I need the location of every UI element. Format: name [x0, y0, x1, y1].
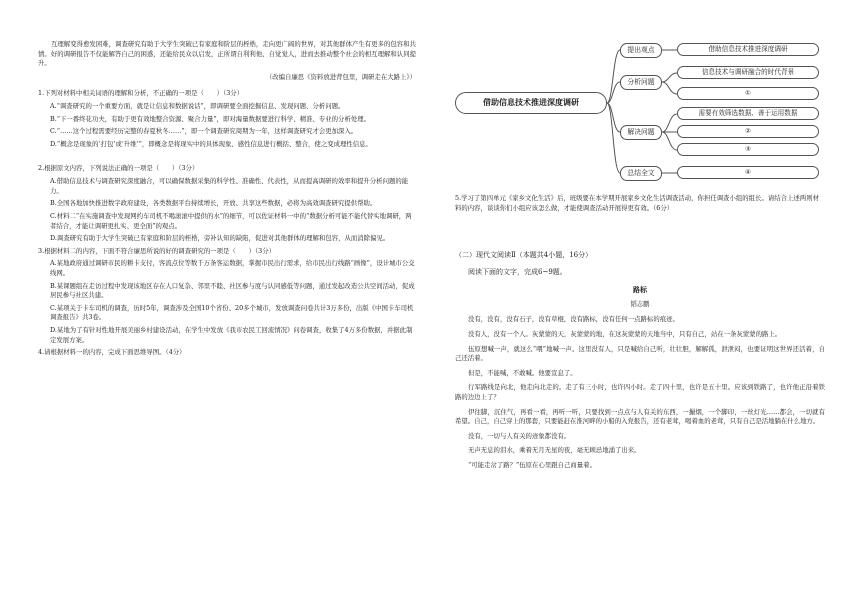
branch-solve-problem: 解决问题 — [620, 125, 662, 140]
story-paragraph: 行军路线是向北，他走向北走的。走了有三小时，也许四小时。走了四十里，也许是五十里。应该到铁路了，也许他正沿着铁路的边边上了？ — [455, 383, 825, 401]
source-citation: （改编自廉思《资料放进背包里，调研走在大路上》） — [265, 72, 416, 81]
q1-option-a: A.“调查研究的一个重要方面，就是让信息和数据说话”，即调研要全面挖掘信息、发现问题、分析问题。 — [50, 102, 345, 111]
story-author: 韬志鹏 — [630, 299, 650, 308]
leaf-analyze-1: 信息技术与调研融合的时代背景 — [677, 66, 819, 79]
leaf-summary-blank-4: ④ — [677, 166, 819, 179]
question-3: 3.根据材料二的内容，下面不符合廉思所说的好的调查研究的一项是（ ）（3分） — [38, 246, 276, 255]
mind-map — [455, 40, 825, 188]
intro-paragraph: 互理解变得愈发困难，调查研究有助于大学生突破已有家庭和阶层的桎梏，走向更广阔的世界，对其他群体产生有更多的包容和共情。好的调研报告不仅能解答自己的困惑，还能给民众以启发，正所谓自利利他、自觉觉人，进而去推动整个社会的相互理解和认同提升。 — [38, 40, 416, 68]
leaf-solve-1: 需要有效筛选数据、善于运用数据 — [677, 107, 819, 120]
reading-instruction: 阅读下面的文字，完成6~9题。 — [468, 267, 567, 276]
mind-map-root: 借助信息技术推进深度调研 — [455, 92, 607, 114]
q1-option-b: B.“下一番终花功夫，有助于更有效地整合资源、聚合力量”，即对海量数据要进行科学、精准、专业的分析处理。 — [50, 114, 371, 123]
leaf-analyze-blank-1: ① — [677, 87, 819, 100]
right-column — [455, 40, 825, 476]
q2-option-c: C.材料二“在实施调查中发现网约车司机不喝滚滚中提供的水”的细节，可以佐证材料一中的“数据分析可能不能代替实地调研，两者结合，才能让调研更扎实、更全面”的观点。 — [50, 211, 412, 230]
left-column — [38, 40, 416, 361]
branch-analyze-problem: 分析问题 — [620, 75, 662, 90]
question-2: 2.根据原文内容，下列说法正确的一项是（ ）（3分） — [38, 164, 199, 173]
question-4: 4.请根据材料一的内容，完成下面思维导图。（4分） — [38, 348, 186, 357]
question-1: 1.下列对材料中相关词语的理解和分析，不正确的一项是（ ）（3分） — [38, 89, 244, 98]
q3-option-a: A.某地政府通过调研市民的耕卡支付，客流点位等数千万条客运数据，掌握市民出行需求，给市民出行线路“画像”，设计城市公交线网。 — [50, 259, 415, 277]
story-paragraph: 但是，不能喊，不敢喊。他要宣息了。 — [468, 368, 577, 377]
branch-propose-view: 提出观点 — [620, 43, 662, 58]
q1-option-d: D.“概念是现象的‘打包’或‘升维’”，即概念是将现实中的具体现象、感性信息进行概括、整合，使之变成理性信息。 — [50, 139, 372, 148]
story-paragraph: 伊往脚，沉住气，再看一看，再听一听，只要找到一点点与人有关的东西，一撮烟，一个脚印，一丝灯光……都会，一切就有希望。自己，自己穿上的那套，只要能赶在淮河畔的小船的入党报告，还有老茸，喝着血的老茸，只有自己是活地躺在什么地方。 — [455, 407, 825, 426]
story-paragraph: 伍原想喊一声，就这么“喂”地喊一声。这里没有人，只是喊给自己听，壮壮胆，解解孤，泄泄闷，也要证明这世界还活着，自己还活着。 — [455, 344, 825, 363]
story-paragraph: 没有，没有，没有石子，没有草棍，没有路标，没有任何一点路标的痕迹。 — [468, 315, 679, 324]
q2-option-b: B.全国各地加快推进数字政府建设，各类数据平台持续增长，开放、共享这些数据，必将为高效调查研究提供帮助。 — [50, 199, 377, 208]
section-2-title: （二）现代文阅读Ⅱ（本题共4小题，16分） — [455, 251, 593, 260]
branch-summary: 总结全文 — [620, 166, 662, 181]
q3-option-c: C.某项关于卡车司机的调查，历时5年，调查涉及全国10个省份、20多个城市，发放调查问卷共计3万多份，出版《中国卡车司机调查报告》共3卷。 — [50, 303, 414, 322]
q3-option-d: D.某地为了有针对性地开展美丽乡村建设活动，在学生中发放《我市农民工回流情况》问卷调查，收集了4万多份数据，并据此制定发展方案。 — [50, 326, 413, 344]
leaf-solve-blank-3: ③ — [677, 143, 819, 156]
q3-option-b: B.某课题组在走访过程中发现该地区存在人口复杂、邻里不睦、社区参与度与认同感低等问题，通过发起改造公共空间活动，促成居民参与社区共建。 — [50, 281, 415, 300]
story-paragraph: 无声无息的泪水，乘着无月无星的夜，毫无顾忌地涌了出来。 — [468, 446, 641, 455]
story-paragraph: 没有，一切与人有关的迹象都没有。 — [468, 431, 571, 440]
q2-option-d: D.调查研究有助于大学生突破已有家庭和阶层的桎梏，旁补认知的缺陷，促进对其他群体的理解和包容，从而消除偏见。 — [50, 234, 390, 243]
question-5: 5.学习了第四单元《家乡文化生活》后，班级要在本学期开展家乡文化生活调查活动，你担任调查小组的组长。请结合上述两则材料的内容，谈谈你们小组应该怎么做，才能使调查活动开展得更有效。（6分） — [455, 194, 819, 212]
leaf-propose-view-1: 借助信息技术推进深度调研 — [677, 43, 819, 56]
leaf-solve-blank-2: ② — [677, 125, 819, 138]
q2-option-a: A.借助信息技术与调查研究深度融合，可以确保数据采集的科学性、准确性、代表性，从而提高调研的效率和提升分析问题的能力。 — [50, 177, 409, 195]
story-title: 路标 — [633, 285, 647, 295]
story-paragraph: “可能走岔了路？”伍原在心里跟自己商量着。 — [468, 461, 596, 470]
q1-option-c: C.“……这个过程需要经历完整的春夏秋冬……”，即一个调查研究周期为一年，这样调查研究才会更加深入。 — [50, 127, 358, 136]
story-paragraph: 没有人，没有一个人。灰蒙蒙的天，灰蒙蒙的地，在这灰蒙蒙的天地当中，只有自己，站在一条灰蒙蒙的路上。 — [468, 329, 782, 338]
